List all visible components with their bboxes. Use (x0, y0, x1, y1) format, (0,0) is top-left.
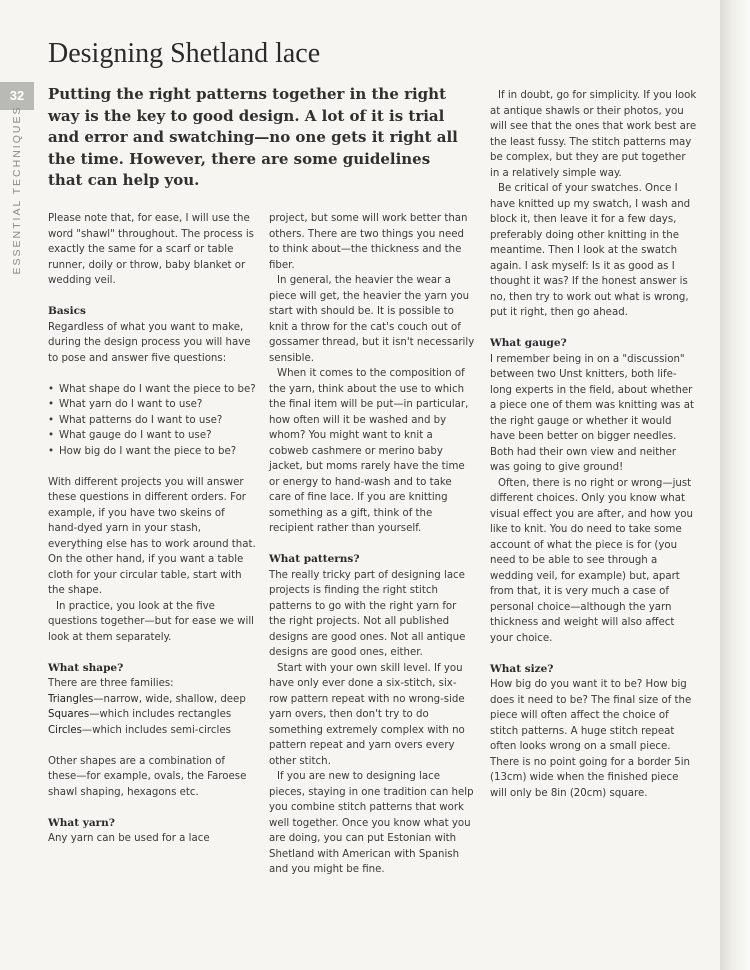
patterns-paragraph-2: Start with your own skill level. If you have only ever done a six-stitch, six-row pattern repeat with no wrong-side yarn overs, then don't try to do something extremely complex with no pattern repeat and yarn overs every other stitch. (269, 662, 465, 767)
term-squares: Squares (48, 709, 90, 720)
yarn-paragraph-2: project, but some will work better than others. There are two things you need to think about—the thickness and the fiber. (269, 213, 468, 271)
family-squares (48, 707, 256, 723)
lede-paragraph: Putting the right patterns together in the right way is the key to good design. A lot of it is trial and error and swatching—no one gets it right all the time. However, there are some guidelines that can help you. (48, 85, 458, 189)
column-2 (269, 211, 475, 878)
section-label: ESSENTIAL TECHNIQUES (11, 105, 23, 275)
size-paragraph-1: How big do you want it to be? How big does it need to be? The final size of the piece will often affect the choice of stitch patterns. A huge stitch repeat often looks wrong on a small piece. There is no point going for a border 5in (13cm) wide when the finished piece will only be 8in (20cm) square. (490, 679, 692, 799)
page-gutter (720, 0, 750, 970)
list-item: • What yarn do I want to use? (48, 397, 256, 413)
patterns-paragraph-4: If in doubt, go for simplicity. If you look at antique shawls or their photos, you will see that the ones that work best are the least fussy. The stitch patterns may be complex, but they are put together in a relatively simple way. (490, 90, 697, 179)
basics-paragraph-2: With different projects you will answer these questions in different orders. For example, if you have two skeins of hand-dyed yarn in your stash, everything else has to work around that. On the other hand, if you want a table cloth for your circular table, start with the shape. (48, 476, 256, 596)
heading-basics: Basics (48, 305, 86, 317)
heading-what-patterns: What patterns? (269, 553, 360, 565)
shape-paragraph-1: There are three families: (48, 678, 174, 689)
gauge-paragraph-1: I remember being in on a "discussion" between two Unst knitters, both life-long experts in the field, about whether a piece one of them was knitting was at the right gauge or whether it would have been better on bigger needles. Both had their own view and neither was going to give ground! (490, 353, 694, 473)
heading-what-size: What size? (490, 662, 554, 675)
patterns-paragraph-5: Be critical of your swatches. Once I have knitted up my swatch, I wash and block it, then leave it for a few days, preferably doing other knitting in the meantime. Then I look at the swatch again. I ask myself: Is it as good as I thought it was? If the honest answer is no, then try to work out what is wrong, put it right, then go ahead. (490, 183, 691, 318)
desc-squares: —which includes rectangles (89, 709, 232, 720)
shape-paragraph-2: Other shapes are a combination of these—for example, ovals, the Faroese shawl shaping, hexagons etc. (48, 755, 247, 798)
patterns-paragraph-3: If you are new to designing lace pieces, staying in one tradition can help you combine stitch patterns that work well together. Once you know what you are doing, you can put Estonian with Shetland with American with Spanish and you might be fine. (269, 771, 474, 875)
patterns-paragraph-1: The really tricky part of designing lace projects is finding the right stitch patterns to go with the right yarn for the right projects. Not all published designs are good ones. Not all antique designs are good ones, either. (269, 569, 466, 658)
list-item: • How big do I want the piece to be? (48, 444, 256, 460)
yarn-paragraph-3: In general, the heavier the wear a piece will get, the heavier the yarn you start with should be. It is possible to knit a throw for the cat's couch out of gossamer thread, but it isn't necessarily sensible. (269, 275, 475, 364)
list-item: • What shape do I want the piece to be? (48, 382, 256, 398)
family-triangles (48, 692, 256, 708)
desc-triangles: —narrow, wide, shallow, deep (93, 693, 246, 705)
yarn-paragraph-4: When it comes to the composition of the yarn, think about the use to which the final item will be put—in particular, how often will it be washed and by whom? You might want to knit a cobweb cashmere or merino baby jacket, but moms rarely have the time or energy to hand-wash and to take care of fine lace. If you are knitting something as a gift, think of the recipient rather than yourself. (269, 368, 469, 534)
desc-circles: —which includes semi-circles (81, 724, 231, 736)
heading-what-shape: What shape? (48, 661, 124, 674)
family-circles (48, 723, 256, 739)
gauge-paragraph-2: Often, there is no right or wrong—just different choices. Only you know what visual effect you are after, and how you like to knit. You do need to take some account of what the piece is for (you need to be able to see through a wedding veil, for example) but, apart from that, it is very much a case of personal choice—although the yarn thickness and weight will also affect your choice. (490, 477, 693, 644)
term-triangles: Triangles (48, 693, 94, 705)
column-1 (48, 211, 256, 847)
basics-paragraph-1: Regardless of what you want to make, during the design process you will have to pose and answer five questions: (48, 321, 251, 364)
heading-what-yarn: What yarn? (48, 816, 115, 829)
questions-list (48, 382, 256, 460)
page-title: Designing Shetland lace (48, 38, 321, 69)
heading-what-gauge: What gauge? (490, 337, 567, 349)
column-3 (490, 88, 698, 801)
page-number: 32 (0, 82, 34, 110)
term-circles: Circles (48, 724, 82, 736)
yarn-paragraph-1: Any yarn can be used for a lace (48, 833, 210, 844)
intro-paragraph: Please note that, for ease, I will use the word "shawl" throughout. The process is exactly the same for a scarf or table runner, doily or throw, baby blanket or wedding veil. (48, 213, 254, 286)
list-item: • What gauge do I want to use? (48, 428, 256, 444)
basics-paragraph-3: In practice, you look at the five questions together—but for ease we will look at them separately. (48, 600, 255, 643)
list-item: • What patterns do I want to use? (48, 413, 256, 429)
